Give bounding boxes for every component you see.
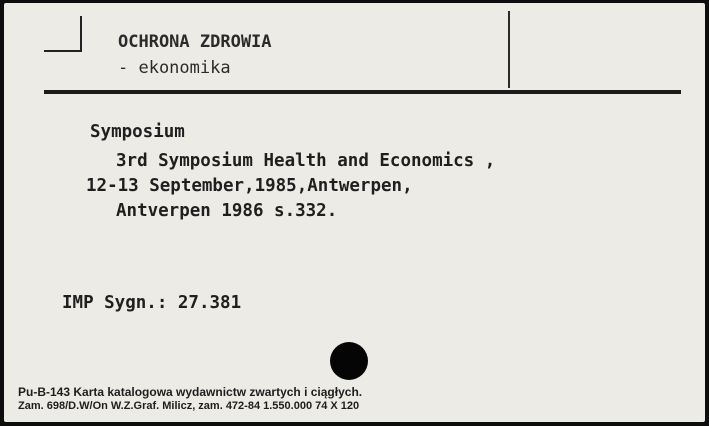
subject-subheading: - ekonomika <box>118 58 231 78</box>
entry-line-1: Symposium <box>90 122 185 142</box>
punch-hole <box>330 342 368 380</box>
entry-line-2: 3rd Symposium Health and Economics , <box>116 151 496 171</box>
subject-heading: OCHRONA ZDROWIA <box>118 32 272 52</box>
header-divider-line <box>508 11 510 88</box>
header-rule <box>44 90 681 94</box>
catalog-card <box>4 3 705 422</box>
footer-line-2: Zam. 698/D.W/On W.Z.Graf. Milicz, zam. 472-84 1.550.000 74 X 120 <box>18 400 360 412</box>
entry-line-4: Antverpen 1986 s.332. <box>116 201 338 221</box>
corner-bracket <box>44 16 82 52</box>
call-number: IMP Sygn.: 27.381 <box>62 293 242 313</box>
entry-line-3: 12-13 September,1985,Antwerpen, <box>86 176 413 196</box>
footer-line-1: Pu-B-143 Karta katalogowa wydawnictw zwartych i ciągłych. <box>18 385 363 399</box>
